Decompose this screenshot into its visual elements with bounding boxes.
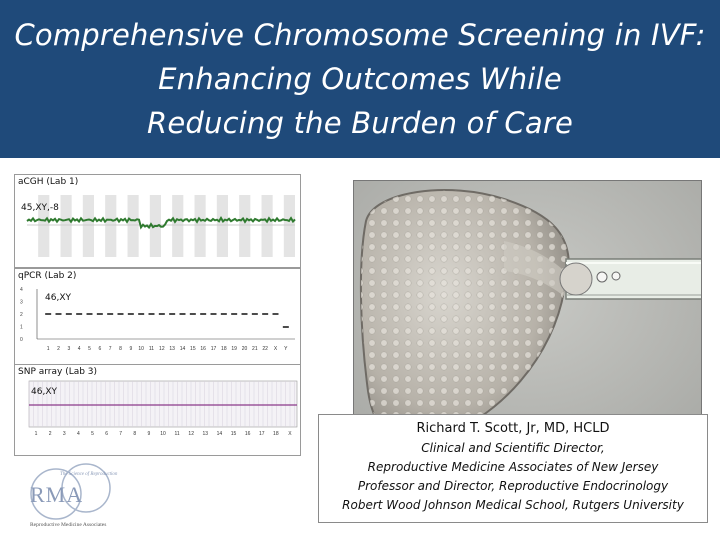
qpcr-karyotype: 46,XY	[45, 293, 71, 303]
qpcr-x-tick: 9	[129, 346, 133, 352]
affiliation-line-2: Reproductive Medicine Associates of New Jersey	[367, 460, 659, 474]
snp-x-tick: 16	[244, 431, 251, 437]
acgh-plot	[15, 175, 300, 267]
qpcr-x-tick: 8	[119, 346, 122, 352]
snp-x-tick: 15	[230, 431, 237, 437]
snp-x-tick: 4	[76, 431, 80, 437]
acgh-panel	[14, 174, 301, 268]
qpcr-y-tick: 0	[20, 337, 23, 343]
logo-organization-name: Reproductive Medicine Associates	[30, 522, 107, 528]
qpcr-plot	[15, 269, 300, 365]
snp-x-tick: 3	[62, 431, 66, 437]
qpcr-label: qPCR (Lab 2)	[18, 271, 77, 281]
logo-text: RMA	[30, 482, 84, 507]
snp-x-tick: X	[288, 431, 292, 437]
affiliation-line-4: Robert Wood Johnson Medical School, Rutgers University	[342, 498, 684, 512]
snp-plot	[15, 365, 300, 455]
qpcr-x-tick: 13	[169, 346, 175, 352]
snp-x-tick: 14	[216, 431, 223, 437]
qpcr-x-tick: 2	[57, 346, 60, 352]
snp-x-tick: 10	[160, 431, 166, 437]
presenter-info-box	[318, 414, 708, 523]
snp-x-tick: 12	[188, 431, 194, 437]
qpcr-x-tick: 15	[190, 346, 196, 352]
qpcr-x-tick: 17	[210, 346, 217, 352]
snp-x-tick: 6	[105, 431, 108, 437]
snp-x-tick: 5	[91, 431, 94, 437]
snp-x-tick: 13	[202, 431, 209, 437]
qpcr-x-tick: Y	[284, 346, 288, 352]
acgh-label: aCGH (Lab 1)	[18, 177, 79, 187]
qpcr-x-tick: 18	[221, 346, 227, 352]
qpcr-x-tick: 21	[252, 346, 258, 352]
snp-label: SNP array (Lab 3)	[18, 367, 98, 377]
qpcr-x-tick: 4	[77, 346, 81, 352]
affiliation-line-3: Professor and Director, Reproductive Endocrinology	[357, 479, 669, 493]
snp-x-tick: 17	[258, 431, 265, 437]
qpcr-panel	[14, 268, 301, 366]
presenter-name: Richard T. Scott, Jr, MD, HCLD	[416, 421, 610, 436]
snp-x-tick: 9	[147, 431, 151, 437]
acgh-karyotype: 45,XY,-8	[21, 203, 59, 213]
title-line-3: Reducing the Burden of Care	[147, 106, 573, 140]
qpcr-x-tick: 11	[148, 346, 155, 352]
title-line-1: Comprehensive Chromosome Screening in IVF:	[14, 18, 706, 52]
qpcr-x-tick: 7	[108, 346, 112, 352]
qpcr-x-tick: 20	[241, 346, 248, 352]
qpcr-x-tick: 6	[98, 346, 102, 352]
snp-x-tick: 1	[34, 431, 38, 437]
snp-panel	[14, 364, 301, 456]
qpcr-y-tick: 1	[20, 324, 23, 331]
qpcr-x-tick: 1	[46, 346, 50, 352]
snp-x-tick: 11	[174, 431, 180, 437]
snp-x-tick: 2	[48, 431, 52, 437]
qpcr-x-tick: 12	[159, 346, 165, 352]
qpcr-x-tick: 10	[138, 346, 144, 352]
qpcr-x-tick: 16	[200, 346, 206, 352]
logo-tagline: The Science of Reproduction	[60, 472, 118, 477]
affiliation-line-1: Clinical and Scientific Director,	[421, 441, 605, 455]
qpcr-x-tick: 3	[67, 346, 71, 352]
qpcr-y-tick: 3	[20, 299, 23, 306]
qpcr-x-tick: 22	[262, 346, 268, 352]
title-line-2: Enhancing Outcomes While	[158, 62, 562, 96]
snp-karyotype: 46,XY	[31, 387, 57, 397]
title-banner	[0, 0, 720, 158]
qpcr-y-tick: 4	[20, 287, 23, 293]
snp-x-tick: 7	[119, 431, 123, 437]
qpcr-x-tick: 5	[88, 346, 91, 352]
qpcr-x-tick: 14	[179, 346, 186, 352]
snp-x-tick: 18	[273, 431, 279, 437]
rma-logo	[24, 460, 134, 532]
qpcr-y-tick: 2	[20, 312, 23, 318]
snp-x-tick: 8	[133, 431, 137, 437]
qpcr-x-tick: 19	[231, 346, 237, 352]
qpcr-x-tick: X	[273, 346, 278, 352]
